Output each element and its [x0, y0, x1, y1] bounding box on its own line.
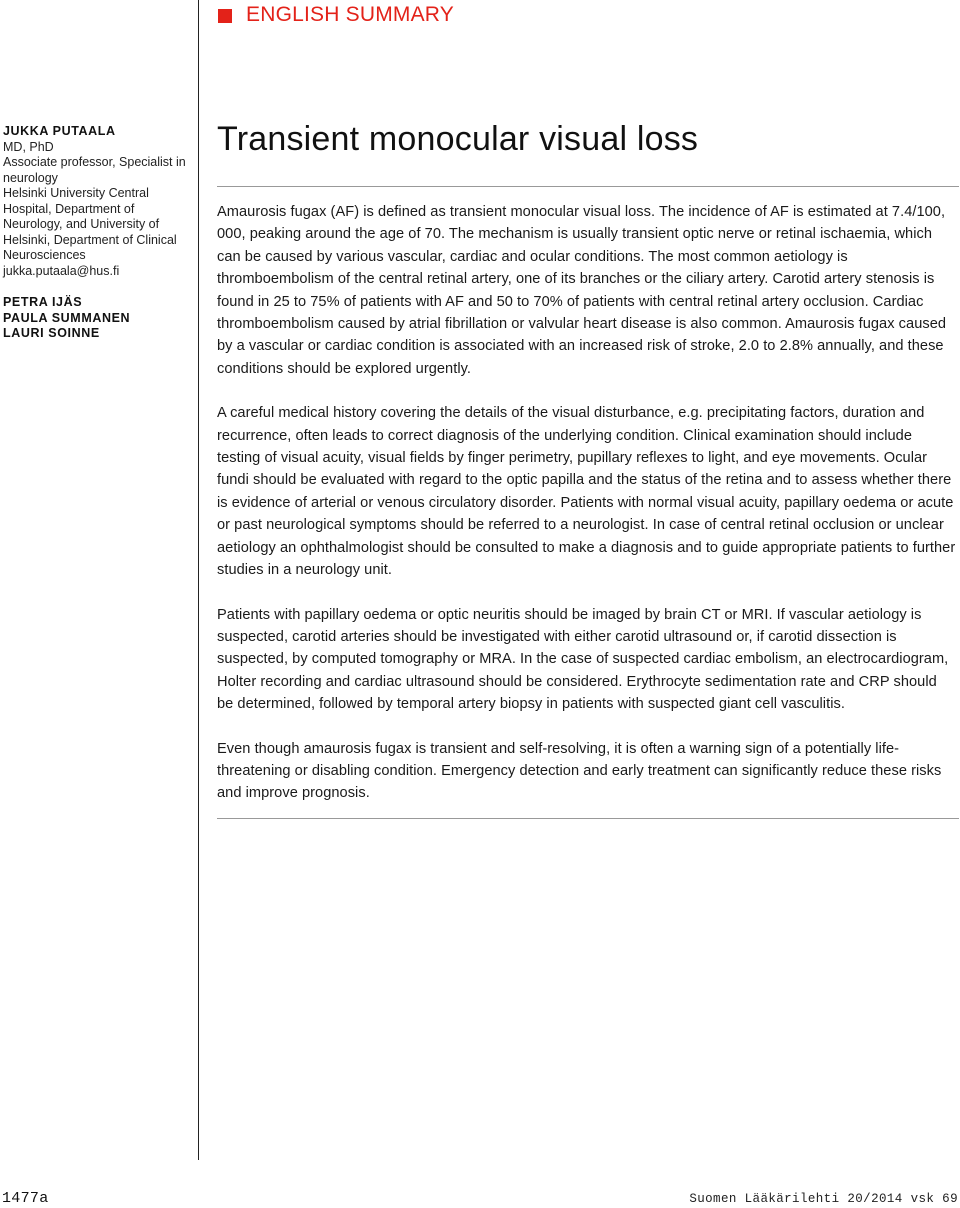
coauthor-name: PETRA IJÄS	[3, 295, 83, 309]
author-email[interactable]: jukka.putaala@hus.fi	[3, 263, 120, 278]
title-rule	[217, 186, 959, 187]
page-footer	[0, 1190, 960, 1208]
author-affiliation-line: Neurosciences	[3, 248, 86, 262]
author-degree: MD, PhD	[3, 139, 54, 154]
coauthor-name: LAURI SOINNE	[3, 326, 100, 340]
author-affiliation-line: Neurology, and University of	[3, 217, 160, 231]
author-affiliation-line: Helsinki University Central	[3, 186, 149, 200]
author-title-line: Associate professor, Specialist in	[3, 155, 186, 169]
end-rule	[217, 818, 959, 819]
article-paragraph: Patients with papillary oedema or optic neuritis should be imaged by brain CT or MRI. If vascular aetiology is suspected, carotid arteries should be investigated with either carotid ultrasound or, if carotid dissection is suspected, by computed tomography or MRA. In the case of suspected cardiac embolism, an electrocardiogram, Holter recording and cardiac ultrasound should be considered. Erythrocyte sedimentation rate and CRP should be determined, followed by temporal artery biopsy in patients with suspected giant cell vasculitis.	[217, 606, 949, 713]
article-paragraph: A careful medical history covering the details of the visual disturbance, e.g. precipitating factors, duration and recurrence, often leads to correct diagnosis of the underlying condition. Clinical examination should include testing of visual acuity, visual fields by finger perimetry, pupillary reflexes to light, and eye movements. Ocular fundi should be evaluated with regard to the optic papilla and the status of the retina and to assess whether there is evidence of arterial or venous circulatory disorder. Patients with normal visual acuity, papillary oedema or acute or past neurological symptoms should be referred to a neurologist. In case of central retinal occlusion or unclear aetiology an ophthalmologist should be consulted to make a diagnosis and to guide appropriate patients to further studies in a neurology unit.	[217, 405, 956, 579]
coauthor-name: PAULA SUMMANEN	[3, 310, 131, 325]
section-header	[218, 0, 454, 30]
author-affiliation-line: Hospital, Department of	[3, 201, 135, 216]
journal-reference: Suomen Lääkärilehti 20/2014 vsk 69	[689, 1192, 958, 1206]
section-marker-square	[218, 9, 232, 23]
coauthor-list	[3, 295, 189, 342]
section-label: ENGLISH SUMMARY	[246, 3, 454, 26]
column-divider	[198, 0, 199, 1160]
main-author-name: JUKKA PUTAALA	[3, 124, 116, 138]
article-paragraph: Even though amaurosis fugax is transient and self-resolving, it is often a warning sign of a potentially life-threatening or disabling condition. Emergency detection and early treatment can significantly reduce these risks and improve prognosis.	[217, 740, 942, 802]
article-paragraph: Amaurosis fugax (AF) is defined as transient monocular visual loss. The incidence of AF is estimated at 7.4/100, 000, peaking around the age of 70. The mechanism is usually transient optic nerve or retinal ischaemia, which can be caused by various vascular, cardiac and ocular conditions. The most common aetiology is thromboembolism of the central retinal artery, one of its branches or the ciliary artery. Carotid artery stenosis is found in 25 to 75% of patients with AF and 50 to 70% of patients with central retinal artery occlusion. Cardiac thromboembolism caused by atrial fibrillation or valvular heart disease is also common. Amaurosis fugax caused by a vascular or cardiac condition is associated with an increased risk of stroke, 2.0 to 2.8% annually, and these conditions should be explored urgently.	[217, 204, 947, 377]
author-title-line: neurology	[3, 170, 58, 185]
article-title: Transient monocular visual loss	[217, 120, 699, 158]
author-sidebar	[3, 124, 189, 342]
author-affiliation-line: Helsinki, Department of Clinical	[3, 232, 177, 247]
article-body	[217, 118, 957, 819]
page-number: 1477a	[2, 1190, 49, 1207]
